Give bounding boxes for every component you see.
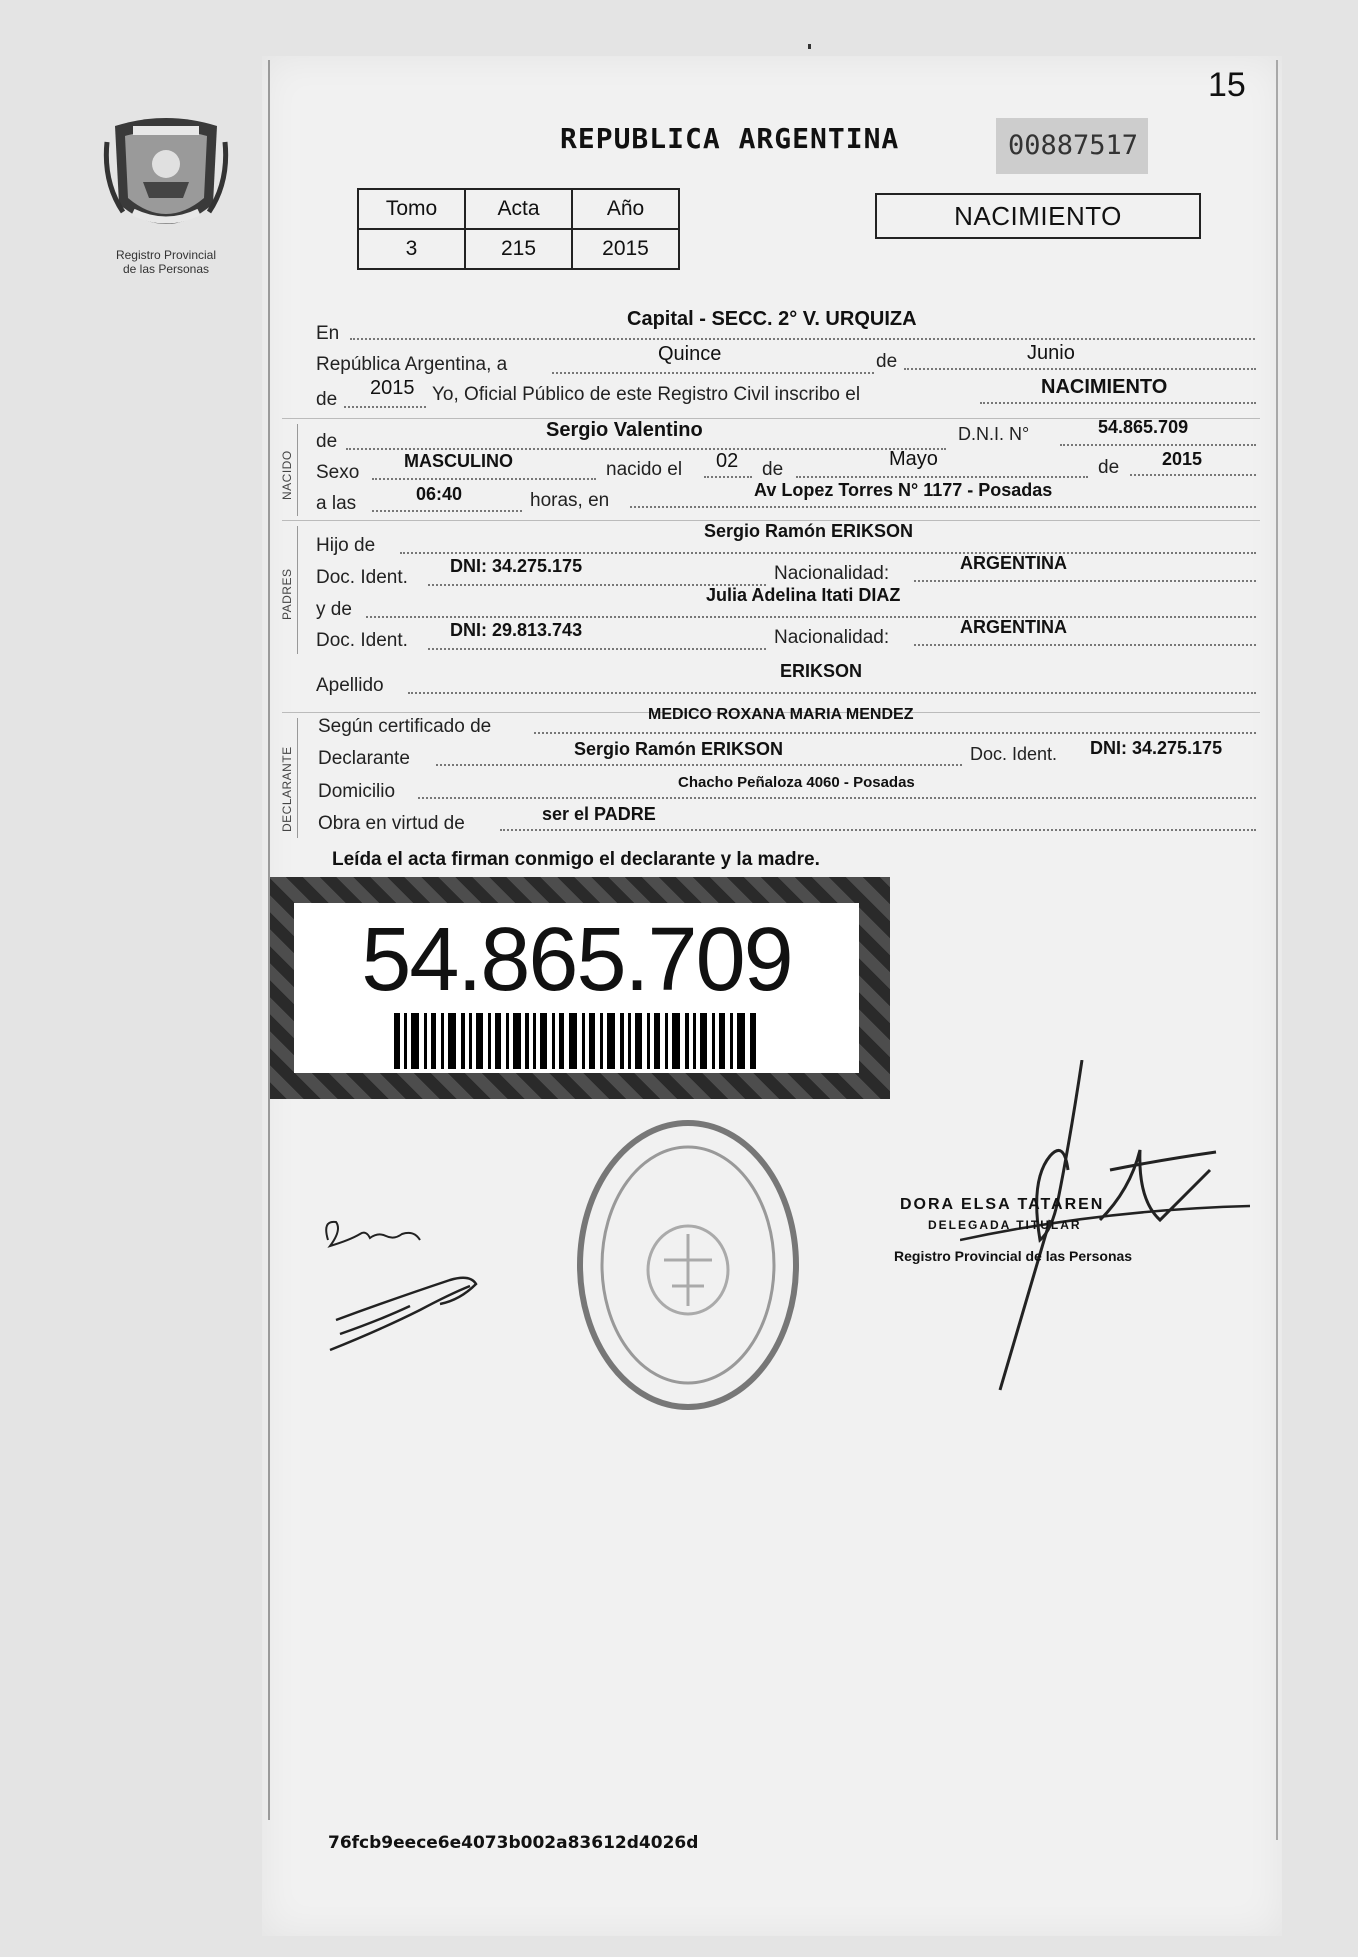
dni-label: D.N.I. N° [958,424,1030,444]
dotted-line [630,506,1256,508]
table-row [358,229,679,269]
dotted-line [500,829,1256,831]
sticker-label [294,903,859,1073]
dotted-line [914,644,1256,646]
dotted-line [372,478,596,480]
obra-en-virtud-label: Obra en virtud de [318,813,465,834]
birth-day: 02 [716,450,739,472]
section-label-declarante: DECLARANTE [280,746,294,832]
dotted-line [350,338,1255,340]
section-label-padres: PADRES [280,568,294,620]
birth-month: Mayo [889,448,938,470]
dotted-line [366,616,1256,618]
mother-doc: DNI: 29.813.743 [450,620,583,640]
doc-ident-label: Doc. Ident. [316,630,408,651]
dotted-line [1060,444,1256,446]
father-doc: DNI: 34.275.175 [450,556,583,576]
mother-name: Julia Adelina Itati DIAZ [706,585,901,605]
de-label: de [316,431,338,452]
record-kind: NACIMIENTO [1041,376,1168,398]
document-hash: 76fcb9eece6e4073b002a83612d4026d [328,1833,699,1853]
barcode-icon [394,1013,764,1069]
a-las-label: a las [316,493,357,514]
official-role: DELEGADA TITULAR [928,1218,1082,1232]
birth-time: 06:40 [416,484,463,504]
dotted-line [346,448,946,450]
dotted-line [344,406,426,408]
father-name: Sergio Ramón ERIKSON [704,521,914,541]
id-sticker [270,877,890,1099]
domicilio-label: Domicilio [318,781,396,802]
certifying-doctor: MEDICO ROXANA MARIA MENDEZ [648,706,914,723]
declarant-signature-icon [320,1210,500,1360]
declarant-name: Sergio Ramón ERIKSON [574,739,784,759]
dotted-line [704,476,752,478]
official-organization: Registro Provincial de las Personas [894,1248,1133,1264]
dotted-line [436,764,962,766]
value-acta: 215 [465,229,572,269]
declarant-domicile: Chacho Peñaloza 4060 - Posadas [678,774,915,791]
declarante-label: Declarante [318,748,410,769]
apellido-label: Apellido [316,675,384,696]
nacionalidad-label: Nacionalidad: [774,563,890,584]
dotted-line [980,402,1256,404]
dotted-line [400,552,1256,554]
dotted-line [1130,474,1256,476]
registry-place: Capital - SECC. 2° V. URQUIZA [627,308,917,330]
obra-value: ser el PADRE [542,804,656,824]
mother-nationality: ARGENTINA [960,617,1067,637]
dotted-line [372,510,522,512]
sticker-number: 54.865.709 [361,910,792,1010]
hijo-de-label: Hijo de [316,535,376,556]
doc-ident-label: Doc. Ident. [316,567,408,588]
horas-label: horas, en [530,490,610,511]
dotted-line [408,692,1256,694]
section-bar [297,718,298,838]
header-acta: Acta [465,189,572,229]
dotted-line [418,797,1256,799]
official-text: Yo, Oficial Público de este Registro Civil inscribo el [432,384,861,405]
registry-emblem-icon [103,112,229,240]
closing-statement: Leída el acta firman conmigo el declarante y la madre. [332,849,820,870]
en-label: En [316,323,340,344]
surname: ERIKSON [780,661,863,681]
child-dni: 54.865.709 [1098,417,1189,437]
father-nationality: ARGENTINA [960,553,1067,573]
official-seal-icon [568,1110,808,1420]
dotted-line [904,368,1256,370]
punch-mark [808,44,811,49]
header-anio: Año [572,189,679,229]
certificate-type: NACIMIENTO [875,193,1201,239]
dotted-line [796,476,1088,478]
segun-certificado-label: Según certificado de [318,716,492,737]
de-label: de [1098,457,1120,478]
child-name: Sergio Valentino [546,419,703,441]
birth-year: 2015 [1162,449,1203,469]
record-day: Quince [658,343,722,365]
de-label: de [762,459,784,480]
registry-caption: Registro Provincial de las Personas [115,248,217,276]
value-tomo: 3 [358,229,465,269]
sexo-label: Sexo [316,462,360,483]
dotted-line [534,732,1256,734]
dotted-line [914,580,1256,582]
de-label: de [876,351,898,372]
header-tomo: Tomo [358,189,465,229]
de-label: de [316,389,338,410]
tomo-acta-anio-table [357,188,680,270]
record-month: Junio [1027,342,1075,364]
serial-number: 00887517 [1008,130,1139,161]
declarant-doc: DNI: 34.275.175 [1090,738,1223,758]
birth-place: Av Lopez Torres N° 1177 - Posadas [754,480,1053,500]
section-label-nacido: NACIDO [280,450,294,500]
doc-ident-label: Doc. Ident. [970,744,1058,764]
y-de-label: y de [316,599,352,620]
record-year: 2015 [370,377,415,399]
official-name: DORA ELSA TATAREN [900,1196,1105,1213]
section-bar [297,526,298,654]
value-anio: 2015 [572,229,679,269]
dotted-line [552,372,874,374]
republica-label: República Argentina, a [316,354,508,375]
right-margin-line [1276,60,1278,1840]
page-number: 15 [1208,66,1246,104]
table-header-row [358,189,679,229]
child-sex: MASCULINO [404,451,513,471]
document-title: REPUBLICA ARGENTINA [560,122,900,155]
nacionalidad-label: Nacionalidad: [774,627,890,648]
nacido-el-label: nacido el [606,459,683,480]
dotted-line [428,648,766,650]
section-bar [297,424,298,516]
